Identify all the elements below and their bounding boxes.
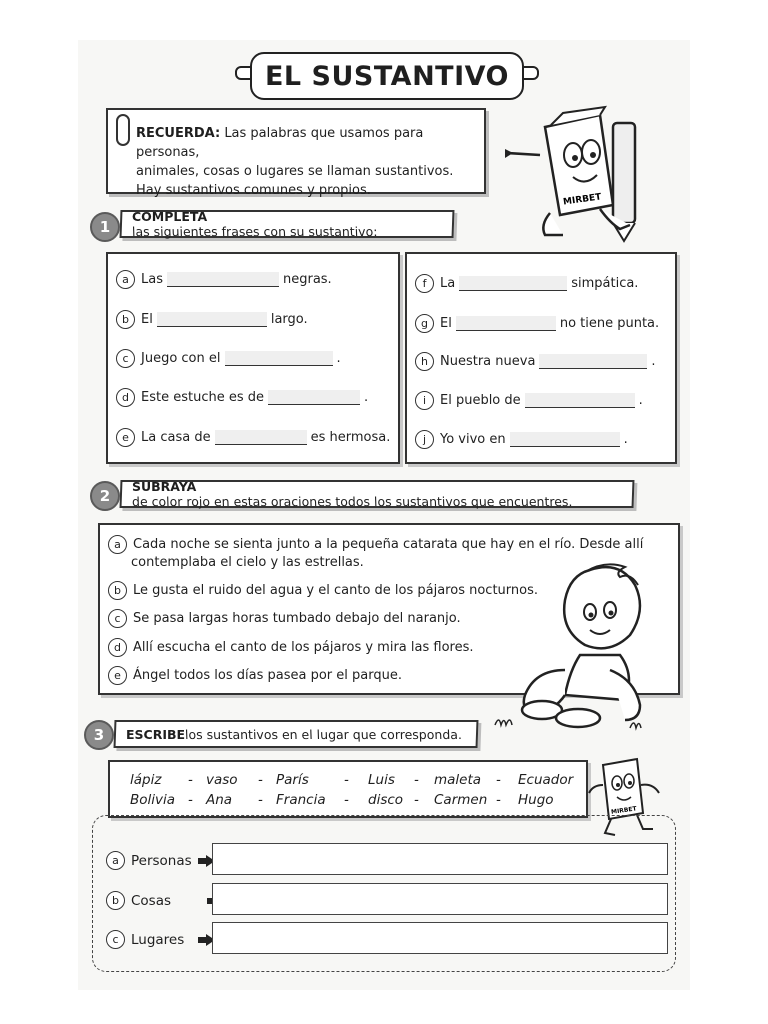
sentence-a-before: Las [141, 272, 163, 287]
sitting-boy-icon [490, 560, 670, 735]
letter-c: c [116, 349, 135, 368]
sentence-d-before: Este estuche es de [141, 390, 264, 405]
word: vaso [206, 772, 238, 788]
letter-c: c [106, 930, 125, 949]
sentence-h [415, 352, 656, 371]
oracion-a [108, 535, 643, 554]
sentence-e [116, 428, 390, 447]
oracion-d [108, 638, 473, 657]
word-separator: - [258, 772, 263, 788]
category-label: Personas [131, 852, 192, 869]
section-2-heading-rest: de color rojo en estas oraciones todos los sustantivos que encuentres. [131, 494, 573, 509]
blank-g[interactable] [456, 316, 556, 331]
oracion-c-line-1: Se pasa largas horas tumbado debajo del naranjo. [133, 611, 461, 626]
category-personas [106, 851, 215, 870]
word: Bolivia [130, 792, 176, 808]
blank-d[interactable] [268, 390, 360, 405]
small-mascot-label: MIRBET [610, 805, 638, 816]
recuerda-box [106, 108, 486, 198]
blank-i[interactable] [525, 393, 635, 408]
word-separator: - [344, 772, 349, 788]
letter-a: a [116, 270, 135, 289]
oracion-a-line-2: contemplaba el cielo y las estrellas. [131, 555, 364, 570]
lugares-answer-box[interactable] [212, 922, 668, 954]
letter-g: g [415, 314, 434, 333]
sentence-f [415, 274, 638, 293]
oracion-d-line-1: Allí escucha el canto de los pájaros y mira las flores. [133, 640, 474, 655]
word-separator: - [496, 772, 501, 788]
sentence-d [116, 388, 368, 407]
word: lápiz [130, 772, 162, 788]
letter-d: d [108, 638, 127, 657]
cosas-answer-box[interactable] [212, 883, 668, 915]
letter-b: b [106, 891, 125, 910]
section-1-right-box [405, 252, 677, 464]
word: Luis [368, 772, 395, 788]
word-separator: - [414, 792, 419, 808]
word: Francia [276, 792, 326, 808]
sentence-g-before: El [440, 316, 452, 331]
sentence-b-before: El [141, 312, 153, 327]
section-3-heading-bold: ESCRIBE [126, 726, 186, 742]
category-label: Cosas [131, 892, 172, 909]
section-1-heading-bold: COMPLETA [132, 209, 208, 224]
blank-f[interactable] [459, 276, 567, 291]
sentence-b-after: largo. [270, 312, 308, 327]
letter-f: f [415, 274, 434, 293]
sentence-j [415, 430, 628, 449]
sentence-j-before: Yo vivo en [440, 432, 506, 447]
section-2-heading-bold: SUBRAYA [132, 479, 197, 494]
word-separator: - [344, 792, 349, 808]
section-3-heading [114, 720, 479, 748]
sentence-c [116, 349, 341, 368]
personas-answer-box[interactable] [212, 843, 668, 875]
category-lugares [106, 930, 215, 949]
sentence-g-after: no tiene punta. [559, 316, 660, 331]
sentence-h-after: . [651, 354, 656, 369]
word: Ana [206, 792, 233, 808]
page-title: EL SUSTANTIVO [264, 60, 509, 92]
section-2-heading [120, 480, 635, 508]
sentence-c-before: Juego con el [141, 351, 221, 366]
section-3-heading-rest: los sustantivos en el lugar que corresponda. [184, 726, 463, 742]
word-list-box [108, 760, 588, 818]
word: París [276, 772, 309, 788]
sentence-a [116, 270, 332, 289]
section-3-number: 3 [84, 720, 114, 750]
letter-a: a [106, 851, 125, 870]
blank-a[interactable] [167, 272, 279, 287]
title-box [250, 52, 524, 100]
section-1-number: 1 [90, 212, 120, 242]
word: Hugo [518, 792, 554, 808]
book-mascot-label: MIRBET [562, 192, 602, 208]
recuerda-line-3: Hay sustantivos comunes y propios. [136, 183, 371, 198]
sentence-i-before: El pueblo de [440, 393, 521, 408]
letter-e: e [108, 666, 127, 685]
sentence-c-after: . [336, 351, 341, 366]
category-label: Lugares [131, 931, 185, 948]
category-cosas [106, 891, 224, 910]
sentence-i [415, 391, 643, 410]
sentence-i-after: . [638, 393, 643, 408]
word-separator: - [496, 792, 501, 808]
sentence-f-after: simpática. [571, 276, 639, 291]
oracion-a-line-1: Cada noche se sienta junto a la pequeña catarata que hay en el río. Desde allí [133, 537, 644, 552]
word: Ecuador [518, 772, 574, 788]
blank-b[interactable] [157, 312, 267, 327]
letter-h: h [415, 352, 434, 371]
title-banner [235, 52, 535, 98]
sentence-f-before: La [440, 276, 456, 291]
sentence-g [415, 314, 659, 333]
letter-a: a [108, 535, 127, 554]
word-separator: - [188, 792, 193, 808]
letter-c: c [108, 609, 127, 628]
recuerda-label: RECUERDA: [136, 126, 221, 141]
oracion-c [108, 609, 461, 628]
letter-b: b [108, 581, 127, 600]
blank-e[interactable] [215, 430, 307, 445]
blank-j[interactable] [510, 432, 620, 447]
sentence-h-before: Nuestra nueva [440, 354, 536, 369]
word-separator: - [414, 772, 419, 788]
recuerda-line-1: Las palabras que usamos para personas, [136, 126, 424, 160]
recuerda-line-2: animales, cosas o lugares se llaman sustantivos. [136, 164, 454, 179]
book-mascot-icon [505, 105, 655, 245]
blank-c[interactable] [225, 351, 333, 366]
oracion-e [108, 666, 402, 685]
blank-h[interactable] [539, 354, 647, 369]
sentence-d-after: . [364, 390, 369, 405]
paperclip-icon [116, 114, 130, 146]
section-1-heading [120, 210, 455, 238]
letter-b: b [116, 310, 135, 329]
word: maleta [434, 772, 482, 788]
oracion-a-cont [131, 555, 364, 570]
word-separator: - [258, 792, 263, 808]
oracion-b [108, 581, 538, 600]
oracion-e-line-1: Ángel todos los días pasea por el parque. [133, 668, 402, 683]
sentence-e-before: La casa de [141, 430, 211, 445]
word: disco [368, 792, 404, 808]
word-separator: - [188, 772, 193, 788]
sentence-a-after: negras. [282, 272, 332, 287]
letter-e: e [116, 428, 135, 447]
letter-j: j [415, 430, 434, 449]
letter-d: d [116, 388, 135, 407]
section-1-heading-rest: las siguientes frases con su sustantivo: [131, 224, 378, 239]
oracion-b-line-1: Le gusta el ruido del agua y el canto de los pájaros nocturnos. [133, 583, 538, 598]
section-1-left-box [106, 252, 400, 464]
section-2-number: 2 [90, 481, 120, 511]
word: Carmen [434, 792, 488, 808]
sentence-j-after: . [623, 432, 628, 447]
sentence-e-after: es hermosa. [310, 430, 391, 445]
sentence-b [116, 310, 308, 329]
letter-i: i [415, 391, 434, 410]
